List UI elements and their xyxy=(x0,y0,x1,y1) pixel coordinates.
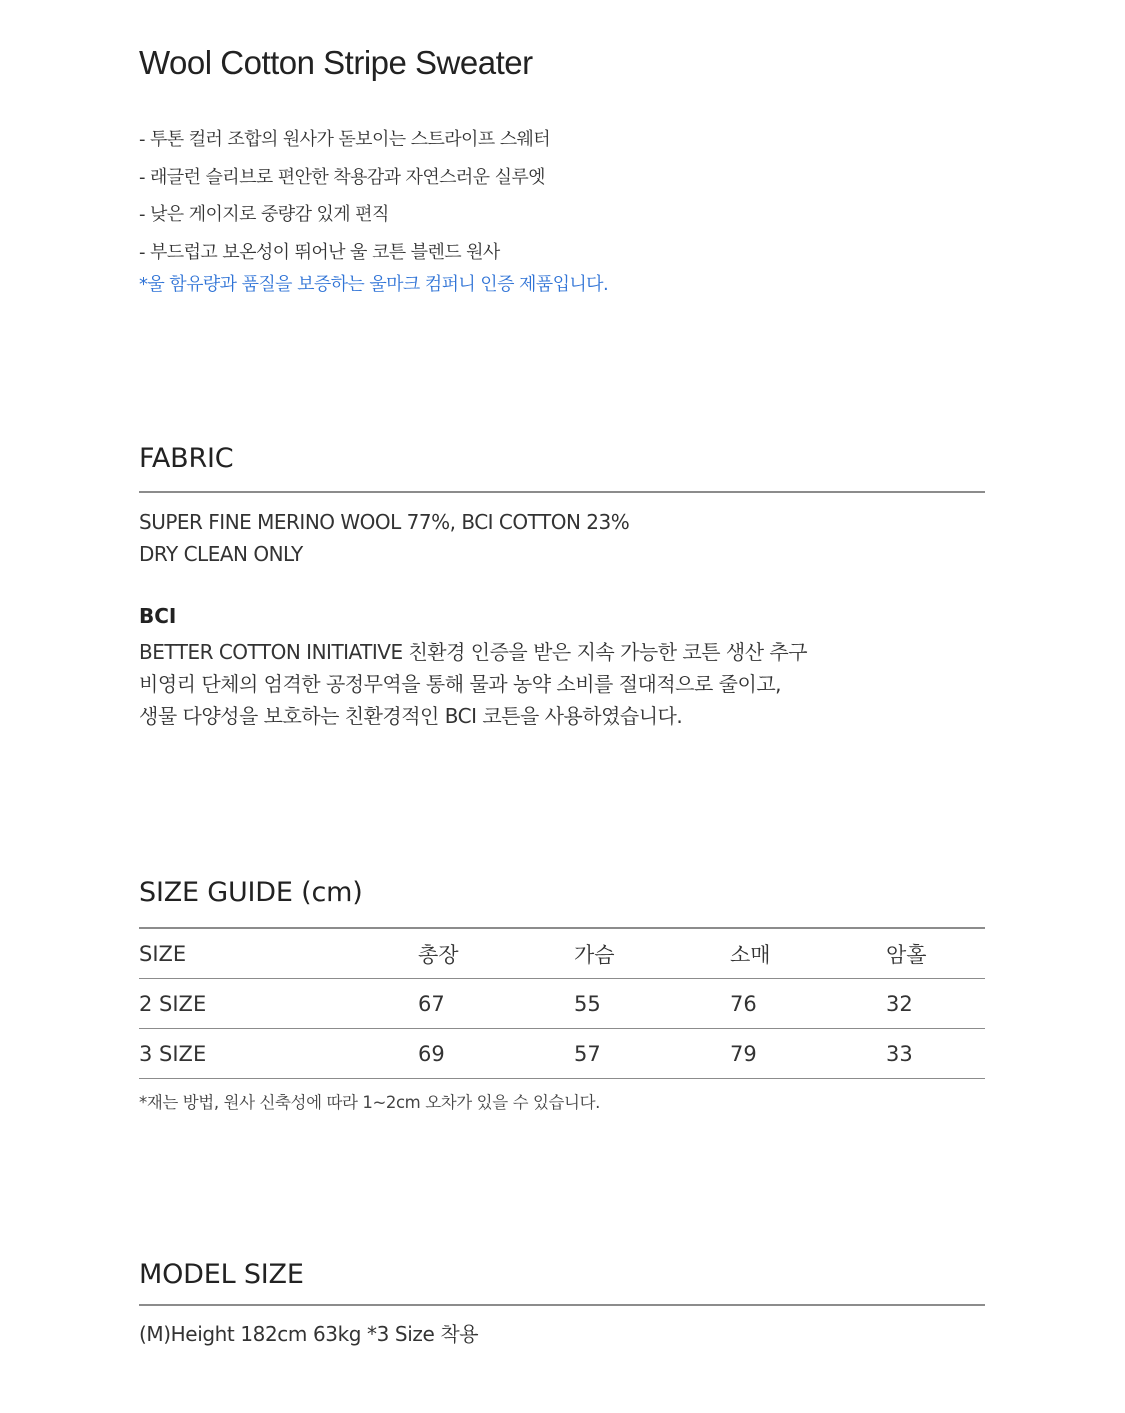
table-cell: 67 xyxy=(418,979,574,1029)
table-cell: 32 xyxy=(886,979,985,1029)
fabric-heading: FABRIC xyxy=(139,443,234,474)
column-header: 총장 xyxy=(418,928,574,979)
column-header: 가슴 xyxy=(574,928,730,979)
fabric-divider xyxy=(139,491,985,493)
bci-line: 생물 다양성을 보호하는 친환경적인 BCI 코튼을 사용하였습니다. xyxy=(139,704,683,728)
table-row xyxy=(139,1029,985,1079)
table-cell: 55 xyxy=(574,979,730,1029)
feature-item: - 낮은 게이지로 중량감 있게 편직 xyxy=(139,204,389,225)
table-row xyxy=(139,979,985,1029)
table-cell: 57 xyxy=(574,1029,730,1079)
column-header: 소매 xyxy=(730,928,886,979)
size-note: *재는 방법, 원사 신축성에 따라 1~2cm 오차가 있을 수 있습니다. xyxy=(139,1093,600,1112)
column-header: SIZE xyxy=(139,928,418,979)
table-cell: 69 xyxy=(418,1029,574,1079)
size-table-header xyxy=(139,928,985,979)
fabric-care: DRY CLEAN ONLY xyxy=(139,542,303,566)
feature-list xyxy=(139,121,550,271)
fabric-composition: SUPER FINE MERINO WOOL 77%, BCI COTTON 23% xyxy=(139,510,630,534)
feature-item: - 투톤 컬러 조합의 원사가 돋보이는 스트라이프 스웨터 xyxy=(139,129,551,150)
table-cell: 3 SIZE xyxy=(139,1029,418,1079)
table-cell: 2 SIZE xyxy=(139,979,418,1029)
bci-line: BETTER COTTON INITIATIVE 친환경 인증을 받은 지속 가능한 코튼 생산 추구 xyxy=(139,640,808,664)
feature-item: - 부드럽고 보온성이 뛰어난 울 코튼 블렌드 원사 xyxy=(139,241,500,263)
feature-item: - 래글런 슬리브로 편안한 착용감과 자연스러운 실루엣 xyxy=(139,166,545,188)
bci-description xyxy=(139,636,807,732)
bci-heading: BCI xyxy=(139,604,177,628)
model-size-divider xyxy=(139,1304,985,1306)
table-cell: 76 xyxy=(730,979,886,1029)
size-table xyxy=(139,927,985,1079)
size-guide-heading: SIZE GUIDE (cm) xyxy=(139,877,363,908)
product-title: Wool Cotton Stripe Sweater xyxy=(139,44,533,81)
model-size-text: (M)Height 182cm 63kg *3 Size 착용 xyxy=(139,1322,479,1346)
bci-line: 비영리 단체의 엄격한 공정무역을 통해 물과 농약 소비를 절대적으로 줄이고, xyxy=(139,672,781,696)
table-cell: 79 xyxy=(730,1029,886,1079)
table-cell: 33 xyxy=(886,1029,985,1079)
column-header: 암홀 xyxy=(886,928,985,979)
woolmark-note: *울 함유량과 품질을 보증하는 울마크 컴퍼니 인증 제품입니다. xyxy=(139,274,609,295)
model-size-heading: MODEL SIZE xyxy=(139,1259,304,1290)
